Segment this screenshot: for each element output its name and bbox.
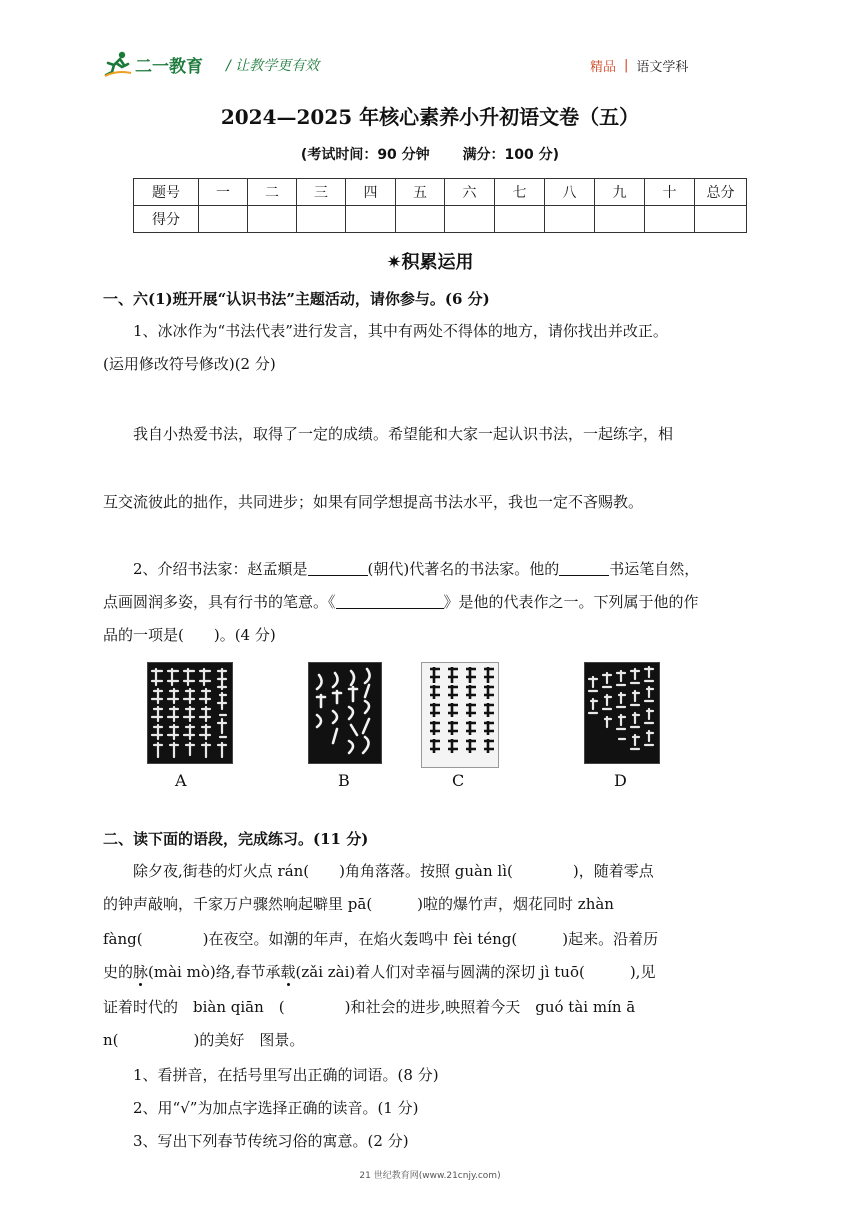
score-table-header-row bbox=[134, 179, 747, 206]
passage-line-4 bbox=[103, 961, 655, 983]
score-table bbox=[133, 178, 747, 233]
tag-subject: 语文学科 bbox=[636, 60, 689, 75]
question-1-2-line1 bbox=[133, 558, 699, 580]
dotted-char-zai: 载 bbox=[280, 963, 296, 981]
exam-time: (考试时间：90 分钟 bbox=[300, 147, 430, 163]
question-1-title: 一、六(1)班开展“认识书法”主题活动，请你参与。(6 分) bbox=[103, 290, 490, 308]
runner-logo-icon bbox=[103, 50, 133, 78]
text-segment: 》是他的代表作之一。下列属于他的作 bbox=[443, 593, 699, 611]
option-label-b: B bbox=[338, 771, 350, 790]
exam-score: 满分：100 分) bbox=[462, 147, 560, 163]
slogan: / 让教学更有效 bbox=[226, 58, 320, 74]
score-input-cell[interactable] bbox=[645, 206, 695, 233]
exam-info bbox=[0, 144, 860, 164]
calligraphy-d-strokes bbox=[585, 663, 659, 763]
text-segment: (zǎi zài)着人们对幸福与圆满的深切 jì tuō( ),见 bbox=[295, 963, 656, 981]
calligraphy-image-b[interactable] bbox=[308, 662, 382, 764]
score-row-label: 得分 bbox=[134, 206, 199, 233]
score-cell: 二 bbox=[248, 179, 297, 206]
score-cell: 七 bbox=[495, 179, 545, 206]
subquestion-3: 3、写出下列春节传统习俗的寓意。(2 分) bbox=[133, 1132, 409, 1150]
calligraphy-image-c[interactable] bbox=[421, 662, 499, 768]
score-cell: 总分 bbox=[695, 179, 747, 206]
score-cell: 题号 bbox=[134, 179, 199, 206]
text-segment: 2、介绍书法家：赵孟頫是 bbox=[133, 560, 308, 578]
option-label-c: C bbox=[452, 771, 465, 790]
score-cell: 八 bbox=[545, 179, 595, 206]
passage-line-2: 的钟声敲响，千家万户骤然响起噼里 pā( )啦的爆竹声，烟花同时 zhàn bbox=[103, 895, 614, 913]
question-1-2-line2 bbox=[103, 591, 699, 613]
option-label-a: A bbox=[175, 771, 187, 790]
passage-line-1: 除夕夜,街巷的灯火点 rán( )角角落落。按照 guàn lì( )，随着零点 bbox=[133, 862, 654, 880]
tag-quality: 精品 bbox=[590, 60, 617, 75]
tag-separator: | bbox=[624, 58, 629, 73]
score-input-cell[interactable] bbox=[396, 206, 445, 233]
logo bbox=[103, 48, 203, 80]
calligraphy-b-strokes bbox=[309, 663, 381, 763]
text-segment: (朝代)代著名的书法家。他的 bbox=[367, 560, 560, 578]
score-input-cell[interactable] bbox=[297, 206, 346, 233]
calligraphy-image-d[interactable] bbox=[584, 662, 660, 764]
work-title-blank[interactable] bbox=[336, 592, 444, 609]
score-input-cell[interactable] bbox=[346, 206, 396, 233]
calligraphy-c-strokes bbox=[422, 663, 498, 767]
page-title: 2024—2025 年核心素养小升初语文卷（五） bbox=[220, 105, 640, 129]
score-cell: 四 bbox=[346, 179, 396, 206]
dynasty-blank[interactable] bbox=[308, 559, 368, 576]
score-table-score-row bbox=[134, 206, 747, 233]
passage-line-5: 证着时代的 biàn qiān ( )和社会的进步,映照着今天 guó tài mín ā bbox=[103, 998, 636, 1016]
score-input-cell[interactable] bbox=[545, 206, 595, 233]
subquestion-2: 2、用“√”为加点字选择正确的读音。(1 分) bbox=[133, 1099, 419, 1117]
score-input-cell[interactable] bbox=[199, 206, 248, 233]
score-cell: 十 bbox=[645, 179, 695, 206]
score-cell: 一 bbox=[199, 179, 248, 206]
speech-line-1: 我自小热爱书法，取得了一定的成绩。希望能和大家一起认识书法，一起练字，相 bbox=[133, 425, 674, 443]
logo-text: 二一教育 bbox=[135, 56, 203, 77]
section-heading: ✷积累运用 bbox=[386, 252, 474, 273]
text-segment: (mài mò)络,春节承 bbox=[148, 963, 281, 981]
header-tags bbox=[590, 56, 688, 75]
score-cell: 五 bbox=[396, 179, 445, 206]
score-cell: 九 bbox=[595, 179, 645, 206]
subquestion-1: 1、看拼音，在括号里写出正确的词语。(8 分) bbox=[133, 1066, 439, 1084]
question-1-1-line1: 1、冰冰作为“书法代表”进行发言，其中有两处不得体的地方，请你找出并改正。 bbox=[133, 322, 668, 340]
score-input-cell[interactable] bbox=[695, 206, 747, 233]
score-input-cell[interactable] bbox=[495, 206, 545, 233]
option-label-d: D bbox=[614, 771, 627, 790]
calligraphy-image-a[interactable] bbox=[147, 662, 233, 764]
script-style-blank[interactable] bbox=[559, 559, 609, 576]
calligraphy-a-strokes bbox=[148, 663, 232, 763]
text-segment: 点画圆润多姿，具有行书的笔意。《 bbox=[103, 593, 336, 611]
question-1-2-line3: 品的一项是( )。(4 分) bbox=[103, 626, 276, 644]
dotted-char-mai: 脉 bbox=[133, 963, 149, 981]
question-1-1-line2: (运用修改符号修改)(2 分) bbox=[103, 355, 276, 373]
speech-line-2: 互交流彼此的拙作，共同进步；如果有同学想提高书法水平，我也一定不吝赐教。 bbox=[103, 493, 644, 511]
score-input-cell[interactable] bbox=[248, 206, 297, 233]
passage-line-6: n( )的美好 图景。 bbox=[103, 1031, 305, 1049]
text-segment: 书运笔自然， bbox=[609, 560, 700, 578]
text-segment: 史的 bbox=[103, 963, 134, 981]
score-cell: 三 bbox=[297, 179, 346, 206]
score-input-cell[interactable] bbox=[445, 206, 495, 233]
score-input-cell[interactable] bbox=[595, 206, 645, 233]
passage-line-3: fàng( )在夜空。如潮的年声，在焰火轰鸣中 fèi téng( )起来。沿着历 bbox=[103, 930, 659, 948]
question-2-title: 二、读下面的语段，完成练习。(11 分) bbox=[103, 830, 369, 848]
score-cell: 六 bbox=[445, 179, 495, 206]
footer: 21 世纪教育网(www.21cnjy.com) bbox=[359, 1171, 501, 1181]
